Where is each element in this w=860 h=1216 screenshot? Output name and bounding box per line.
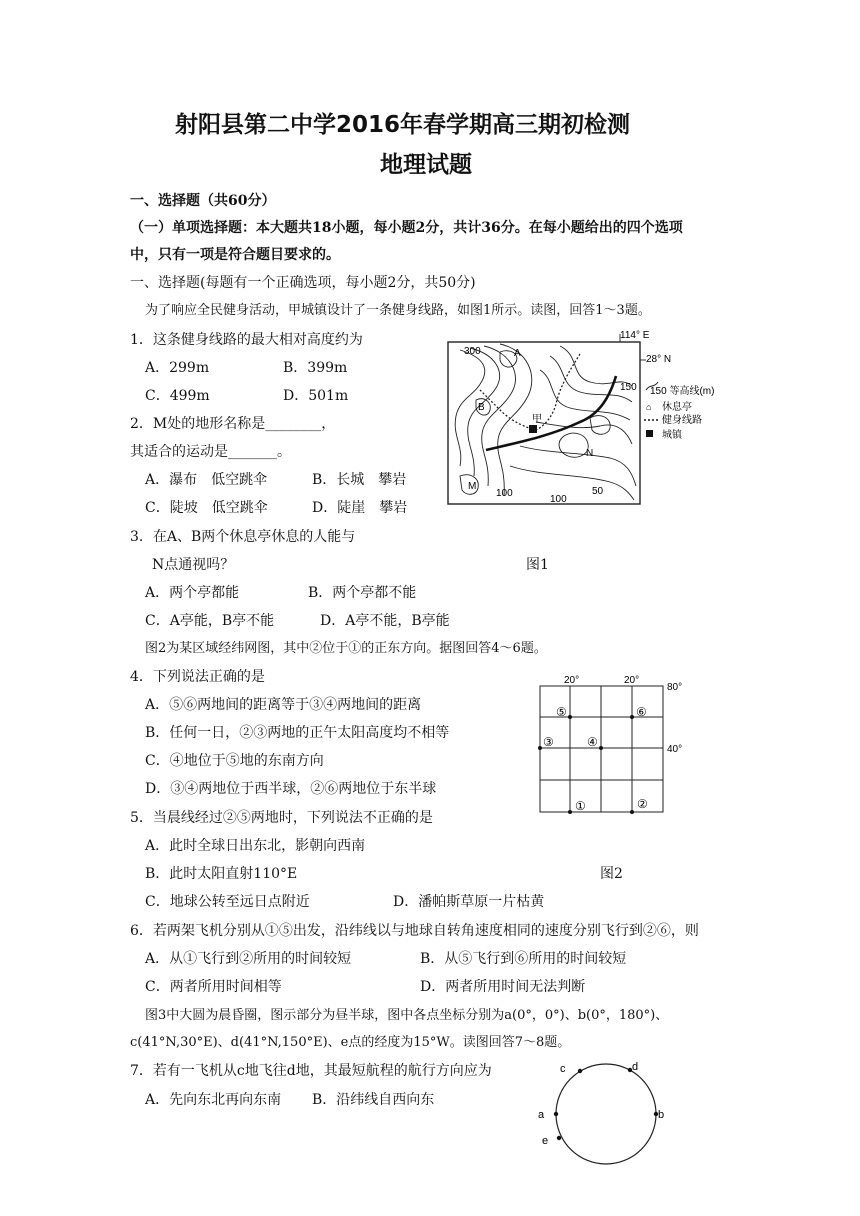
question-2-cont: 其适合的运动是_______。	[130, 444, 291, 460]
q6-option-a: A．从①飞行到②所用的时间较短	[145, 951, 352, 967]
fig1-contour-100-left: 100	[496, 488, 513, 499]
page-title: 射阳县第二中学2016年春学期高三期初检测	[175, 112, 631, 138]
fig3-point-c: c	[560, 1063, 566, 1075]
fig2-point-6: ⑥	[636, 705, 647, 719]
q5-option-b: B．此时太阳直射110°E	[145, 866, 298, 882]
fig1-contour-150: 150	[620, 382, 637, 393]
q4-option-d: D．③④两地位于西半球，②⑥两地位于东半球	[145, 781, 437, 797]
fig2-point-3: ③	[543, 735, 554, 749]
q7-option-a: A．先向东北再向东南	[145, 1092, 282, 1108]
question-3-cont: N点通视吗？	[152, 557, 235, 573]
section-heading-repeat: 一、选择题(每题有一个正确选项，每小题2分，共50分)	[130, 275, 476, 291]
q3-option-a: A．两个亭都能	[145, 585, 240, 601]
fig3-point-d: d	[632, 1061, 639, 1073]
fig2-lat-label-40: 40°	[667, 744, 683, 755]
fig1-longitude-label: 114° E	[620, 330, 650, 341]
intro-figure3: 图3中大圆为晨昏圈，图示部分为昼半球，图中各点坐标分别为a(0°，0°)、b(0°，180°)、	[145, 1008, 669, 1023]
question-7: 7．若有一飞机从c地飞往d地，其最短航程的航行方向应为	[130, 1063, 492, 1079]
q7-option-b: B．沿纬线自西向东	[312, 1092, 435, 1108]
question-5: 5．当晨线经过②⑤两地时，下列说法不正确的是	[130, 810, 433, 826]
fig2-lon-label-1: 20°	[564, 675, 580, 686]
question-1: 1．这条健身线路的最大相对高度约为	[130, 332, 363, 348]
fig1-latitude-label: 28° N	[646, 354, 672, 365]
fig1-point-n: N	[586, 448, 594, 459]
fig2-point-2: ②	[637, 797, 648, 811]
legend-town-label: 城镇	[662, 430, 682, 441]
figure-3-terminator-circle	[530, 1058, 670, 1178]
q6-option-b: B．从⑤飞行到⑥所用的时间较短	[420, 951, 627, 967]
question-4: 4．下列说法正确的是	[130, 669, 265, 685]
fig1-point-m: M	[468, 481, 477, 492]
q4-option-c: C．④地位于⑤地的东南方向	[145, 753, 324, 769]
q2-option-c: C．陡坡 低空跳伞	[145, 500, 268, 516]
question-2: 2．M处的地形名称是________，	[130, 416, 336, 432]
q1-option-d: D．501m	[283, 388, 349, 404]
q5-option-a: A．此时全球日出东北，影朝向西南	[145, 838, 366, 854]
fig2-point-4: ④	[587, 735, 598, 749]
q3-option-b: B．两个亭都不能	[308, 585, 417, 601]
figure-2-graticule	[530, 672, 700, 822]
fig1-point-a: A	[514, 348, 521, 359]
fig1-contour-300: 300	[464, 346, 481, 357]
legend-contour-label: 150 等高线(m)	[650, 386, 715, 397]
fig3-point-a: a	[538, 1109, 545, 1121]
q1-option-a: A．299m	[145, 360, 210, 376]
q3-option-d: D．A亭不能，B亭能	[320, 613, 450, 629]
question-3: 3．在A、B两个休息亭休息的人能与	[130, 529, 356, 545]
fig2-lon-label-2: 20°	[624, 675, 640, 686]
fig2-point-1: ①	[575, 799, 586, 813]
intro-figure1: 为了响应全民健身活动，甲城镇设计了一条健身线路，如图1所示。读图，回答1～3题。	[145, 303, 651, 318]
q5-option-c: C．地球公转至远日点附近	[145, 894, 310, 910]
fig1-contour-50: 50	[592, 486, 604, 497]
legend-route-label: 健身线路	[662, 415, 702, 426]
section-heading: 一、选择题（共60分）	[130, 193, 276, 209]
page-subtitle: 地理试题	[380, 152, 472, 178]
q4-option-b: B．任何一日，②③两地的正午太阳高度均不相等	[145, 725, 450, 741]
figure-2-caption: 图2	[600, 866, 623, 882]
fig3-point-b: b	[658, 1109, 665, 1121]
q3-option-c: C．A亭能，B亭不能	[145, 613, 275, 629]
intro-figure3-cont: c(41°N,30°E)、d(41°N,150°E)、e点的经度为15°W。读图回答7～8题。	[130, 1035, 571, 1050]
fig3-point-e: e	[542, 1135, 549, 1147]
q4-option-a: A．⑤⑥两地间的距离等于③④两地间的距离	[145, 697, 422, 713]
q6-option-d: D．两者所用时间无法判断	[420, 979, 586, 995]
figure-1-topographic-map	[440, 326, 720, 508]
fig2-lat-label-80: 80°	[667, 682, 683, 693]
fig2-point-5: ⑤	[556, 705, 567, 719]
legend-pavilion-label: 休息亭	[662, 402, 692, 413]
fig1-legend	[644, 382, 714, 441]
fig1-point-b: B	[478, 402, 485, 413]
section-instruction: （一）单项选择题：本大题共18小题，每小题2分，共计36分。在每小题给出的四个选项	[130, 220, 683, 236]
pavilion-icon: ⌂	[646, 402, 652, 412]
fig1-contour-100-right: 100	[550, 494, 567, 505]
q5-option-d: D．潘帕斯草原一片枯黄	[393, 894, 545, 910]
fig1-town-jia: 甲	[532, 414, 542, 425]
intro-figure2: 图2为某区域经纬网图，其中②位于①的正东方向。据图回答4～6题。	[145, 641, 547, 656]
q2-option-d: D．陡崖 攀岩	[312, 500, 408, 516]
q1-option-b: B．399m	[283, 360, 348, 376]
section-instruction-cont: 中，只有一项是符合题目要求的。	[130, 247, 340, 263]
q2-option-b: B．长城 攀岩	[312, 472, 407, 488]
q6-option-c: C．两者所用时间相等	[145, 979, 282, 995]
q1-option-c: C．499m	[145, 388, 210, 404]
question-6: 6．若两架飞机分别从①⑤出发，沿纬线以与地球自转角速度相同的速度分别飞行到②⑥，则	[130, 923, 699, 939]
figure-1-caption: 图1	[526, 557, 549, 573]
q2-option-a: A．瀑布 低空跳伞	[145, 472, 268, 488]
